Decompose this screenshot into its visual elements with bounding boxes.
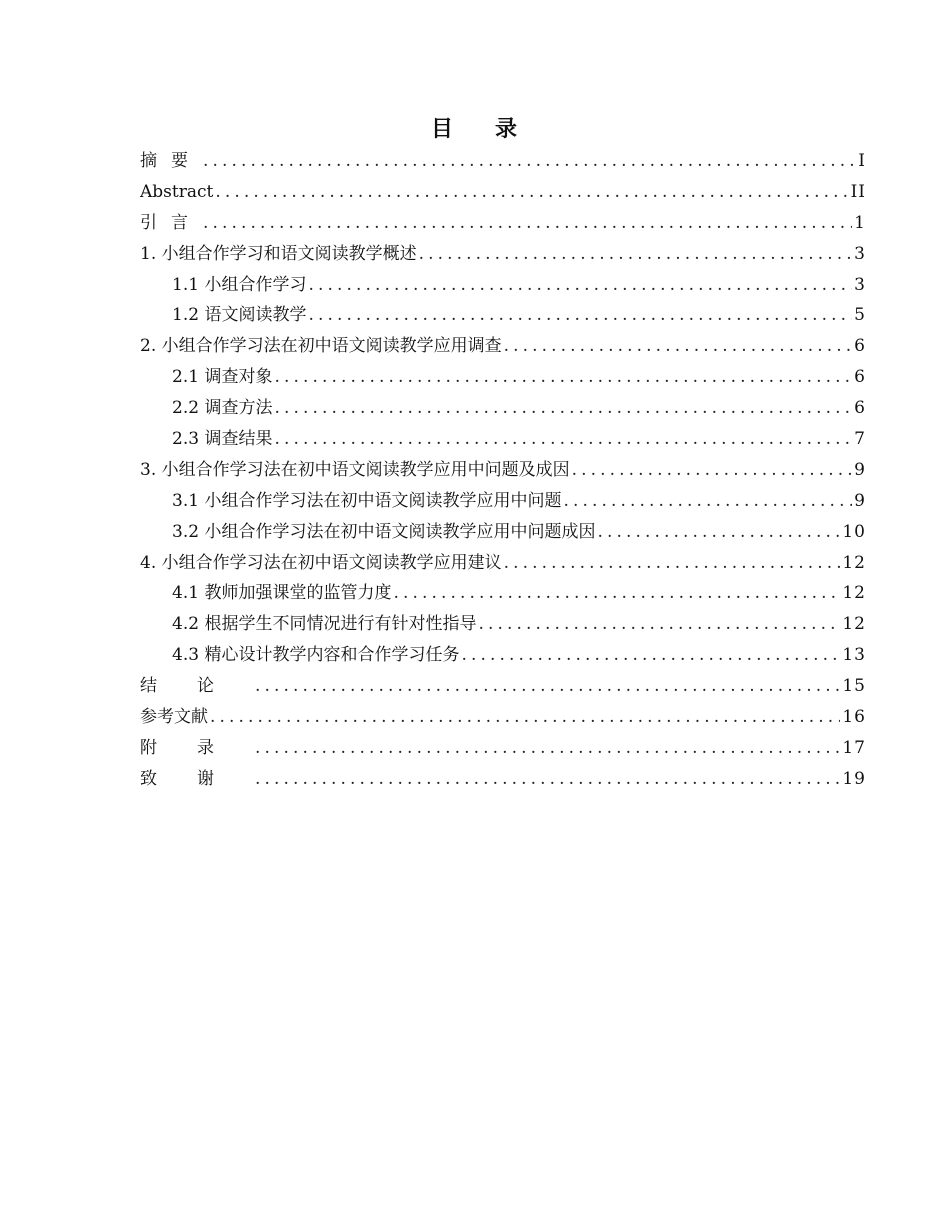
toc-entry-label: 2. 小组合作学习法在初中语文阅读教学应用调查	[140, 336, 502, 357]
toc-entry-page-number: 19	[842, 768, 866, 789]
toc-entry-page-number: 6	[854, 367, 866, 388]
toc-entry-page-number: 12	[842, 552, 866, 573]
toc-entry-label: 致谢	[140, 768, 254, 789]
toc-entry-page-number: 7	[854, 429, 866, 450]
toc-entry-label: 3.1 小组合作学习法在初中语文阅读教学应用中问题	[172, 490, 562, 511]
toc-entry[interactable]	[140, 455, 866, 486]
toc-entry-label: 3.2 小组合作学习法在初中语文阅读教学应用中问题成因	[172, 521, 596, 542]
toc-entry[interactable]	[140, 177, 866, 208]
toc-entry-page-number: 10	[842, 521, 866, 542]
toc-dot-leader	[274, 393, 852, 424]
toc-entry-label: 2.2 调查方法	[172, 398, 273, 419]
toc-entry-page-number: I	[858, 151, 866, 171]
toc-entry-page-number: 6	[854, 398, 866, 419]
toc-entry-label: 参考文献	[140, 707, 208, 728]
toc-dot-leader	[210, 702, 840, 733]
toc-entry-label: 4.1 教师加强课堂的监管力度	[172, 583, 392, 604]
toc-entry-label: 1. 小组合作学习和语文阅读教学概述	[140, 243, 417, 264]
toc-dot-leader	[461, 640, 840, 671]
toc-entry-page-number: 6	[854, 336, 866, 357]
toc-entry[interactable]	[140, 424, 866, 455]
toc-dot-leader	[563, 486, 852, 517]
toc-entry[interactable]	[140, 548, 866, 579]
toc-entry-label: 4.2 根据学生不同情况进行有针对性指导	[172, 614, 477, 635]
toc-entry-label: 3. 小组合作学习法在初中语文阅读教学应用中问题及成因	[140, 459, 570, 480]
toc-dot-leader	[308, 270, 852, 301]
toc-entry-page-number: 15	[842, 676, 866, 697]
toc-entry[interactable]	[140, 486, 866, 517]
toc-dot-leader	[255, 764, 840, 795]
toc-entry[interactable]	[140, 331, 866, 362]
toc-entry-page-number: 12	[842, 583, 866, 604]
toc-entry-label: 结论	[140, 676, 254, 697]
toc-entry[interactable]	[140, 578, 866, 609]
toc-dot-leader	[393, 578, 840, 609]
toc-dot-leader	[504, 331, 853, 362]
toc-entry-page-number: 9	[854, 490, 866, 511]
toc-entry-label: Abstract	[140, 181, 214, 202]
toc-entry-page-number: 9	[854, 459, 866, 480]
toc-dot-leader	[255, 733, 840, 764]
toc-entry-label: 4.3 精心设计教学内容和合作学习任务	[172, 645, 460, 666]
toc-title-part2: 录	[495, 117, 520, 142]
toc-title	[0, 112, 950, 143]
toc-dot-leader	[274, 424, 852, 455]
toc-entry-label: 2.3 调查结果	[172, 429, 273, 450]
toc-dot-leader	[572, 455, 853, 486]
toc-dot-leader	[215, 177, 848, 208]
toc-entry[interactable]	[140, 146, 866, 177]
toc-entry[interactable]	[140, 362, 866, 393]
toc-entry[interactable]	[140, 239, 866, 270]
toc-entry-page-number: 17	[842, 737, 866, 758]
toc-entry-page-number: 12	[842, 614, 866, 635]
toc-dot-leader	[203, 208, 852, 239]
toc-entry-page-number: 3	[854, 243, 866, 264]
toc-entry-label: 引言	[140, 212, 202, 233]
toc-title-part1: 目	[430, 117, 455, 142]
toc-entry-label: 2.1 调查对象	[172, 367, 273, 388]
toc-entry[interactable]	[140, 300, 866, 331]
toc-entry[interactable]	[140, 609, 866, 640]
toc-dot-leader	[203, 146, 856, 177]
toc-entry[interactable]	[140, 208, 866, 239]
toc-entry[interactable]	[140, 517, 866, 548]
toc-dot-leader	[597, 517, 840, 548]
toc-list	[140, 146, 866, 795]
toc-entry-label: 摘要	[140, 151, 202, 171]
toc-entry[interactable]	[140, 702, 866, 733]
toc-dot-leader	[504, 548, 841, 579]
toc-entry[interactable]	[140, 270, 866, 301]
toc-entry[interactable]	[140, 764, 866, 795]
toc-entry[interactable]	[140, 671, 866, 702]
toc-entry-page-number: II	[850, 181, 866, 202]
toc-dot-leader	[274, 362, 852, 393]
toc-entry-label: 1.2 语文阅读教学	[172, 305, 307, 326]
toc-entry-page-number: 16	[842, 707, 866, 728]
toc-entry-label: 附录	[140, 737, 254, 758]
toc-dot-leader	[255, 671, 840, 702]
toc-entry[interactable]	[140, 733, 866, 764]
toc-entry[interactable]	[140, 393, 866, 424]
toc-dot-leader	[478, 609, 840, 640]
toc-dot-leader	[419, 239, 853, 270]
toc-entry-label: 1.1 小组合作学习	[172, 274, 307, 295]
toc-entry-page-number: 5	[854, 305, 866, 326]
toc-dot-leader	[308, 300, 852, 331]
toc-entry-page-number: 3	[854, 274, 866, 295]
toc-entry-page-number: 1	[854, 212, 866, 233]
toc-entry-label: 4. 小组合作学习法在初中语文阅读教学应用建议	[140, 552, 502, 573]
toc-entry[interactable]	[140, 640, 866, 671]
toc-entry-page-number: 13	[842, 645, 866, 666]
